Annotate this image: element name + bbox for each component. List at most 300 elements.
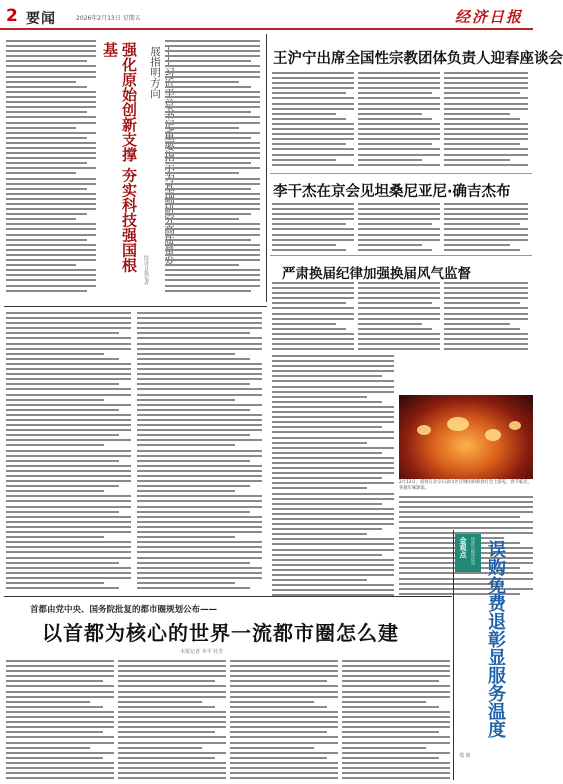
text-line xyxy=(342,701,426,703)
text-line xyxy=(137,500,262,502)
text-line xyxy=(358,343,440,345)
text-line xyxy=(118,747,202,749)
text-line xyxy=(6,312,131,314)
text-line xyxy=(6,152,96,154)
text-line xyxy=(444,72,528,74)
text-line xyxy=(137,414,262,416)
text-line xyxy=(165,55,260,57)
text-line xyxy=(6,353,104,355)
text-line xyxy=(272,218,354,220)
text-line xyxy=(137,546,262,548)
text-line xyxy=(272,148,354,150)
section-title: 要闻 xyxy=(26,11,56,27)
text-line xyxy=(165,122,260,124)
text-line xyxy=(444,92,520,94)
text-line xyxy=(444,318,528,320)
text-line xyxy=(358,323,422,325)
text-line xyxy=(358,164,440,166)
text-line xyxy=(6,470,131,472)
text-line xyxy=(272,365,394,367)
text-line xyxy=(342,691,450,693)
text-line xyxy=(272,249,346,251)
text-line xyxy=(6,680,103,682)
text-line xyxy=(230,696,338,698)
text-line xyxy=(6,343,131,345)
text-line xyxy=(358,148,440,150)
text-line xyxy=(6,249,96,251)
text-line xyxy=(6,511,119,513)
text-line xyxy=(272,103,354,105)
text-line xyxy=(6,394,131,396)
story1-body-c xyxy=(444,72,528,169)
text-line xyxy=(342,660,450,662)
text-line xyxy=(230,685,338,687)
text-line xyxy=(358,213,440,215)
text-line xyxy=(6,55,96,57)
text-line xyxy=(444,208,528,210)
text-line xyxy=(230,721,338,723)
text-line xyxy=(272,421,394,423)
text-line xyxy=(444,203,528,205)
text-line xyxy=(6,290,87,292)
text-line xyxy=(272,416,394,418)
text-line xyxy=(272,574,394,576)
text-line xyxy=(399,527,533,529)
text-line xyxy=(272,396,367,398)
text-line xyxy=(6,424,131,426)
text-line xyxy=(399,572,533,574)
text-line xyxy=(358,143,432,145)
text-line xyxy=(444,218,528,220)
text-line xyxy=(6,373,131,375)
text-line xyxy=(444,234,528,236)
text-line xyxy=(6,71,96,73)
text-line xyxy=(399,537,504,539)
text-line xyxy=(444,138,528,140)
text-line xyxy=(272,213,354,215)
text-line xyxy=(137,424,262,426)
text-line xyxy=(444,333,528,335)
text-line xyxy=(6,444,104,446)
page-number: 2 xyxy=(6,6,18,26)
text-line xyxy=(230,767,338,769)
text-line xyxy=(165,157,260,159)
text-line xyxy=(165,264,239,266)
text-line xyxy=(6,747,90,749)
text-line xyxy=(165,234,260,236)
text-line xyxy=(6,551,131,553)
text-line xyxy=(342,685,450,687)
text-line xyxy=(358,203,440,205)
text-line xyxy=(342,716,450,718)
text-line xyxy=(230,716,338,718)
text-line xyxy=(137,455,262,457)
text-line xyxy=(165,50,260,52)
text-line xyxy=(272,223,346,225)
text-line xyxy=(358,348,440,350)
text-line xyxy=(444,154,528,156)
story3-body-b xyxy=(358,282,440,353)
text-line xyxy=(399,578,533,580)
text-line xyxy=(272,118,346,120)
text-line xyxy=(6,460,119,462)
text-line xyxy=(118,767,226,769)
text-line xyxy=(118,696,226,698)
text-line xyxy=(165,86,251,88)
text-line xyxy=(6,665,114,667)
text-line xyxy=(272,297,354,299)
text-line xyxy=(6,521,131,523)
text-line xyxy=(272,452,382,454)
text-line xyxy=(358,249,432,251)
text-line xyxy=(230,665,338,667)
text-line xyxy=(444,143,520,145)
text-line xyxy=(6,178,96,180)
divider-vertical xyxy=(266,34,267,302)
text-line xyxy=(272,113,336,115)
text-line xyxy=(6,167,96,169)
text-line xyxy=(165,71,260,73)
text-line xyxy=(358,234,440,236)
text-line xyxy=(230,691,338,693)
lead-subheadline: ——习近平总书记重要指示为 量发展指明方向 xyxy=(149,46,175,267)
text-line xyxy=(444,77,528,79)
text-line xyxy=(444,97,528,99)
text-line xyxy=(230,660,338,662)
text-line xyxy=(6,383,119,385)
text-line xyxy=(342,777,450,779)
text-line xyxy=(272,77,354,79)
text-line xyxy=(230,762,338,764)
text-line xyxy=(137,506,262,508)
dateline: 2026年2月13日 星期五 xyxy=(76,15,141,22)
text-line xyxy=(6,317,131,319)
text-line xyxy=(118,711,226,713)
text-line xyxy=(137,567,262,569)
lead-body-col1 xyxy=(6,40,96,295)
text-line xyxy=(272,543,394,545)
text-line xyxy=(272,579,367,581)
text-line xyxy=(358,108,440,110)
text-line xyxy=(165,81,239,83)
text-line xyxy=(444,287,528,289)
text-line xyxy=(6,752,114,754)
divider xyxy=(270,173,532,174)
text-line xyxy=(272,411,394,413)
text-line xyxy=(6,399,104,401)
text-line xyxy=(342,680,439,682)
text-line xyxy=(6,122,96,124)
text-line xyxy=(6,388,131,390)
text-line xyxy=(230,736,338,738)
text-line xyxy=(137,587,250,589)
text-line xyxy=(272,123,354,125)
text-line xyxy=(272,584,394,586)
divider-vertical xyxy=(453,530,454,780)
text-line xyxy=(444,228,528,230)
text-line xyxy=(118,675,226,677)
text-line xyxy=(272,143,346,145)
text-line xyxy=(272,323,336,325)
text-line xyxy=(118,726,226,728)
column-author: 郑 新 xyxy=(459,753,471,759)
text-line xyxy=(6,111,87,113)
text-line xyxy=(358,244,422,246)
text-line xyxy=(6,475,131,477)
text-line xyxy=(230,747,314,749)
text-line xyxy=(137,358,250,360)
text-line xyxy=(137,450,262,452)
text-line xyxy=(358,313,440,315)
text-line xyxy=(118,731,215,733)
text-line xyxy=(6,485,119,487)
text-line xyxy=(137,404,262,406)
text-line xyxy=(230,731,327,733)
text-line xyxy=(272,467,394,469)
text-line xyxy=(6,162,87,164)
text-line xyxy=(272,228,354,230)
text-line xyxy=(272,97,354,99)
text-line xyxy=(272,569,394,571)
text-line xyxy=(342,675,450,677)
story1-headline: 王沪宁出席全国性宗教团体负责人迎春座谈会 xyxy=(273,51,563,67)
text-line xyxy=(272,401,382,403)
text-line xyxy=(6,480,131,482)
text-line xyxy=(6,675,114,677)
text-line xyxy=(137,572,262,574)
text-line xyxy=(272,589,394,591)
text-line xyxy=(6,239,87,241)
text-line xyxy=(165,142,260,144)
text-line xyxy=(444,164,528,166)
text-line xyxy=(272,287,354,289)
text-line xyxy=(399,588,533,590)
text-line xyxy=(272,462,394,464)
text-line xyxy=(342,731,439,733)
text-line xyxy=(444,113,510,115)
text-line xyxy=(6,101,96,103)
text-line xyxy=(6,147,96,149)
text-line xyxy=(137,337,262,339)
text-line xyxy=(6,322,131,324)
text-line xyxy=(230,777,338,779)
text-line xyxy=(358,159,422,161)
text-line xyxy=(444,82,528,84)
text-line xyxy=(6,106,96,108)
text-line xyxy=(118,742,226,744)
text-line xyxy=(272,348,354,350)
text-line xyxy=(272,431,394,433)
text-line xyxy=(358,103,440,105)
news-photo xyxy=(399,395,533,479)
text-line xyxy=(6,742,114,744)
text-line xyxy=(6,157,96,159)
text-line xyxy=(165,279,260,281)
photo-caption: 2月12日，游客在北京石景山区首钢园的新春灯会上游览。春节临近，各地年味渐浓。 xyxy=(399,480,532,491)
text-line xyxy=(342,742,450,744)
text-line xyxy=(165,213,251,215)
text-line xyxy=(165,228,260,230)
text-line xyxy=(444,223,520,225)
text-line xyxy=(6,691,114,693)
text-line xyxy=(6,731,103,733)
text-line xyxy=(6,696,114,698)
text-line xyxy=(6,60,87,62)
text-line xyxy=(165,223,260,225)
text-line xyxy=(165,127,239,129)
text-line xyxy=(272,239,354,241)
text-line xyxy=(6,500,131,502)
text-line xyxy=(358,208,440,210)
text-line xyxy=(165,203,260,205)
text-line xyxy=(272,87,354,89)
text-line xyxy=(6,429,131,431)
text-line xyxy=(165,60,251,62)
text-line xyxy=(137,312,262,314)
text-line xyxy=(6,439,131,441)
text-line xyxy=(6,716,114,718)
bottom-body-a xyxy=(6,660,114,782)
text-line xyxy=(358,82,440,84)
text-line xyxy=(230,772,338,774)
text-line xyxy=(6,368,131,370)
text-line xyxy=(6,358,119,360)
text-line xyxy=(6,490,104,492)
text-line xyxy=(6,736,114,738)
text-line xyxy=(358,338,440,340)
text-line xyxy=(118,660,226,662)
text-line xyxy=(6,183,96,185)
text-line xyxy=(272,82,354,84)
paper-name: 经济日报 xyxy=(454,8,523,26)
text-line xyxy=(272,564,394,566)
text-line xyxy=(118,685,226,687)
text-line xyxy=(6,670,114,672)
text-line xyxy=(444,239,528,241)
text-line xyxy=(272,133,354,135)
text-line xyxy=(165,193,260,195)
text-line xyxy=(272,355,394,357)
text-line xyxy=(272,333,354,335)
text-line xyxy=(444,297,528,299)
text-line xyxy=(272,528,382,530)
text-line xyxy=(165,188,251,190)
text-line xyxy=(6,557,131,559)
text-line xyxy=(272,380,394,382)
text-line xyxy=(118,706,215,708)
text-line xyxy=(6,50,96,52)
text-line xyxy=(6,188,87,190)
text-line xyxy=(399,511,533,513)
text-line xyxy=(358,223,432,225)
text-line xyxy=(6,706,103,708)
text-line xyxy=(272,457,394,459)
text-line xyxy=(230,706,327,708)
text-line xyxy=(118,757,215,759)
text-line xyxy=(165,96,260,98)
text-line xyxy=(6,259,96,261)
text-line xyxy=(6,274,96,276)
text-line xyxy=(6,127,76,129)
text-line xyxy=(6,116,96,118)
text-line xyxy=(165,101,260,103)
text-line xyxy=(342,767,450,769)
text-line xyxy=(399,501,533,503)
text-line xyxy=(6,762,114,764)
text-line xyxy=(6,455,131,457)
text-line xyxy=(137,531,262,533)
text-line xyxy=(165,116,260,118)
text-line xyxy=(272,302,346,304)
text-line xyxy=(6,218,76,220)
text-line xyxy=(6,203,96,205)
text-line xyxy=(118,777,226,779)
bottom-body-d xyxy=(342,660,450,782)
text-line xyxy=(6,327,131,329)
text-line xyxy=(137,343,262,345)
text-line xyxy=(165,259,260,261)
text-line xyxy=(358,328,432,330)
bottom-headline: 以首都为核心的世界一流都市圈怎么建 xyxy=(42,621,399,645)
text-line xyxy=(118,670,226,672)
text-line xyxy=(444,292,528,294)
text-line xyxy=(6,419,131,421)
text-line xyxy=(137,541,262,543)
text-line xyxy=(6,546,131,548)
story3-body-d xyxy=(272,355,394,600)
text-line xyxy=(272,108,354,110)
column-headline: 误购免费退彰显服务温度 xyxy=(485,540,506,738)
bottom-body-b xyxy=(118,660,226,782)
text-line xyxy=(358,292,440,294)
text-line xyxy=(272,559,394,561)
text-line xyxy=(6,137,87,139)
text-line xyxy=(165,178,260,180)
text-line xyxy=(399,516,520,518)
text-line xyxy=(358,297,440,299)
text-line xyxy=(137,439,262,441)
text-line xyxy=(358,97,440,99)
lead-body-col2 xyxy=(165,40,260,295)
text-line xyxy=(165,162,251,164)
text-line xyxy=(6,244,96,246)
text-line xyxy=(272,503,382,505)
text-line xyxy=(137,470,262,472)
text-line xyxy=(6,531,131,533)
divider-horizontal xyxy=(4,596,452,597)
text-line xyxy=(358,318,440,320)
text-line xyxy=(137,465,262,467)
text-line xyxy=(230,680,327,682)
text-line xyxy=(272,426,382,428)
text-line xyxy=(6,587,119,589)
text-line xyxy=(342,762,450,764)
text-line xyxy=(6,254,96,256)
text-line xyxy=(272,437,394,439)
text-line xyxy=(444,328,520,330)
text-line xyxy=(444,213,528,215)
text-line xyxy=(444,123,528,125)
text-line xyxy=(118,665,226,667)
text-line xyxy=(358,138,440,140)
text-line xyxy=(272,92,346,94)
text-line xyxy=(6,465,131,467)
text-line xyxy=(6,76,96,78)
text-line xyxy=(165,183,260,185)
text-line xyxy=(6,213,87,215)
text-line xyxy=(165,137,251,139)
text-line xyxy=(118,752,226,754)
